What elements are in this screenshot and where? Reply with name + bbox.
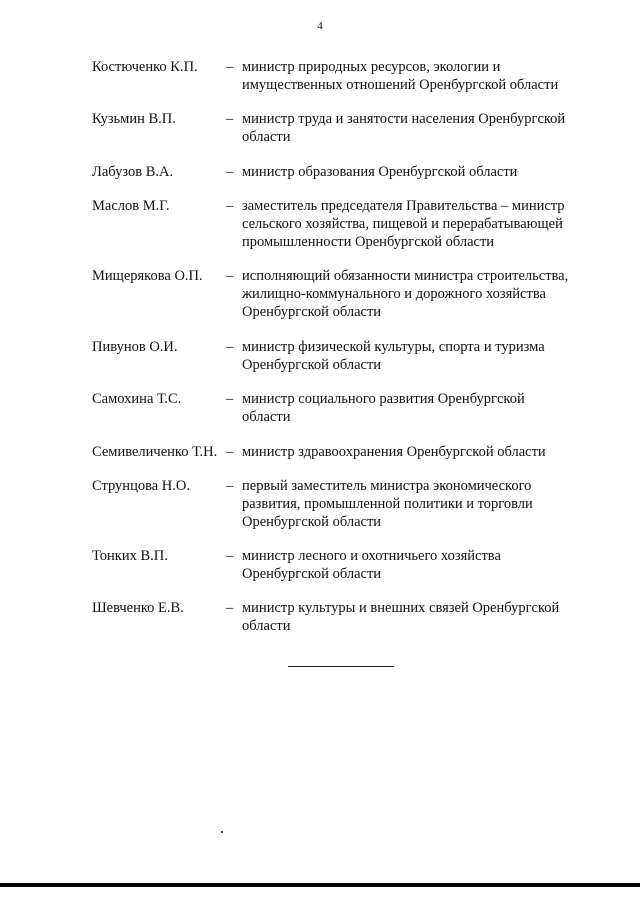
person-name: Шевченко Е.В. bbox=[92, 600, 184, 616]
dash: – bbox=[226, 548, 234, 564]
position-title bbox=[242, 338, 612, 374]
position-title bbox=[242, 110, 612, 146]
position-line: министр здравоохранения Оренбургской области bbox=[242, 444, 546, 460]
position-title bbox=[242, 443, 612, 461]
dash: – bbox=[226, 111, 234, 127]
person-name: Мищерякова О.П. bbox=[92, 268, 203, 284]
position-line: исполняющий обязанности министра строительства, bbox=[242, 268, 569, 284]
dash: – bbox=[226, 391, 234, 407]
person-name: Тонких В.П. bbox=[92, 548, 168, 564]
position-line: Оренбургской области bbox=[242, 304, 382, 320]
dash: – bbox=[226, 444, 234, 460]
position-line: Оренбургской области bbox=[242, 357, 382, 373]
person-name: Струнцова Н.О. bbox=[92, 478, 190, 494]
position-line: промышленности Оренбургской области bbox=[242, 234, 495, 250]
position-line: министр культуры и внешних связей Оренбургской bbox=[242, 600, 560, 616]
position-line: министр лесного и охотничьего хозяйства bbox=[242, 548, 501, 564]
position-line: заместитель председателя Правительства – министр bbox=[242, 198, 565, 214]
position-title bbox=[242, 599, 612, 635]
position-line: министр социального развития Оренбургской bbox=[242, 391, 525, 407]
position-line: первый заместитель министра экономического bbox=[242, 478, 532, 494]
separator-line bbox=[288, 666, 394, 667]
person-name: Самохина Т.С. bbox=[92, 391, 182, 407]
dash: – bbox=[226, 478, 234, 494]
scan-speck bbox=[221, 831, 223, 833]
position-title bbox=[242, 477, 612, 531]
person-name: Костюченко К.П. bbox=[92, 59, 198, 75]
dash: – bbox=[226, 198, 234, 214]
bottom-border-line bbox=[0, 883, 640, 887]
position-line: министр физической культуры, спорта и туризма bbox=[242, 339, 545, 355]
dash: – bbox=[226, 164, 234, 180]
position-title bbox=[242, 547, 612, 583]
position-line: Оренбургской области bbox=[242, 514, 382, 530]
dash: – bbox=[226, 339, 234, 355]
position-line: Оренбургской области bbox=[242, 566, 382, 582]
position-line: министр природных ресурсов, экологии и bbox=[242, 59, 501, 75]
position-line: министр образования Оренбургской области bbox=[242, 164, 518, 180]
position-line: министр труда и занятости населения Оренбургской bbox=[242, 111, 566, 127]
person-name: Лабузов В.А. bbox=[92, 164, 174, 180]
dash: – bbox=[226, 268, 234, 284]
position-title bbox=[242, 390, 612, 426]
position-title bbox=[242, 197, 612, 251]
page-number: 4 bbox=[317, 20, 323, 32]
position-line: жилищно-коммунального и дорожного хозяйства bbox=[242, 286, 546, 302]
dash: – bbox=[226, 59, 234, 75]
position-line: развития, промышленной политики и торговли bbox=[242, 496, 533, 512]
person-name: Кузьмин В.П. bbox=[92, 111, 176, 127]
position-line: имущественных отношений Оренбургской области bbox=[242, 77, 559, 93]
position-title bbox=[242, 267, 612, 321]
person-name: Семивеличенко Т.Н. bbox=[92, 444, 218, 460]
person-name: Пивунов О.И. bbox=[92, 339, 178, 355]
position-line: сельского хозяйства, пищевой и перерабатывающей bbox=[242, 216, 563, 232]
position-line: области bbox=[242, 409, 291, 425]
person-name: Маслов М.Г. bbox=[92, 198, 170, 214]
position-line: области bbox=[242, 129, 291, 145]
position-title bbox=[242, 58, 612, 94]
dash: – bbox=[226, 600, 234, 616]
position-title bbox=[242, 163, 612, 181]
position-line: области bbox=[242, 618, 291, 634]
